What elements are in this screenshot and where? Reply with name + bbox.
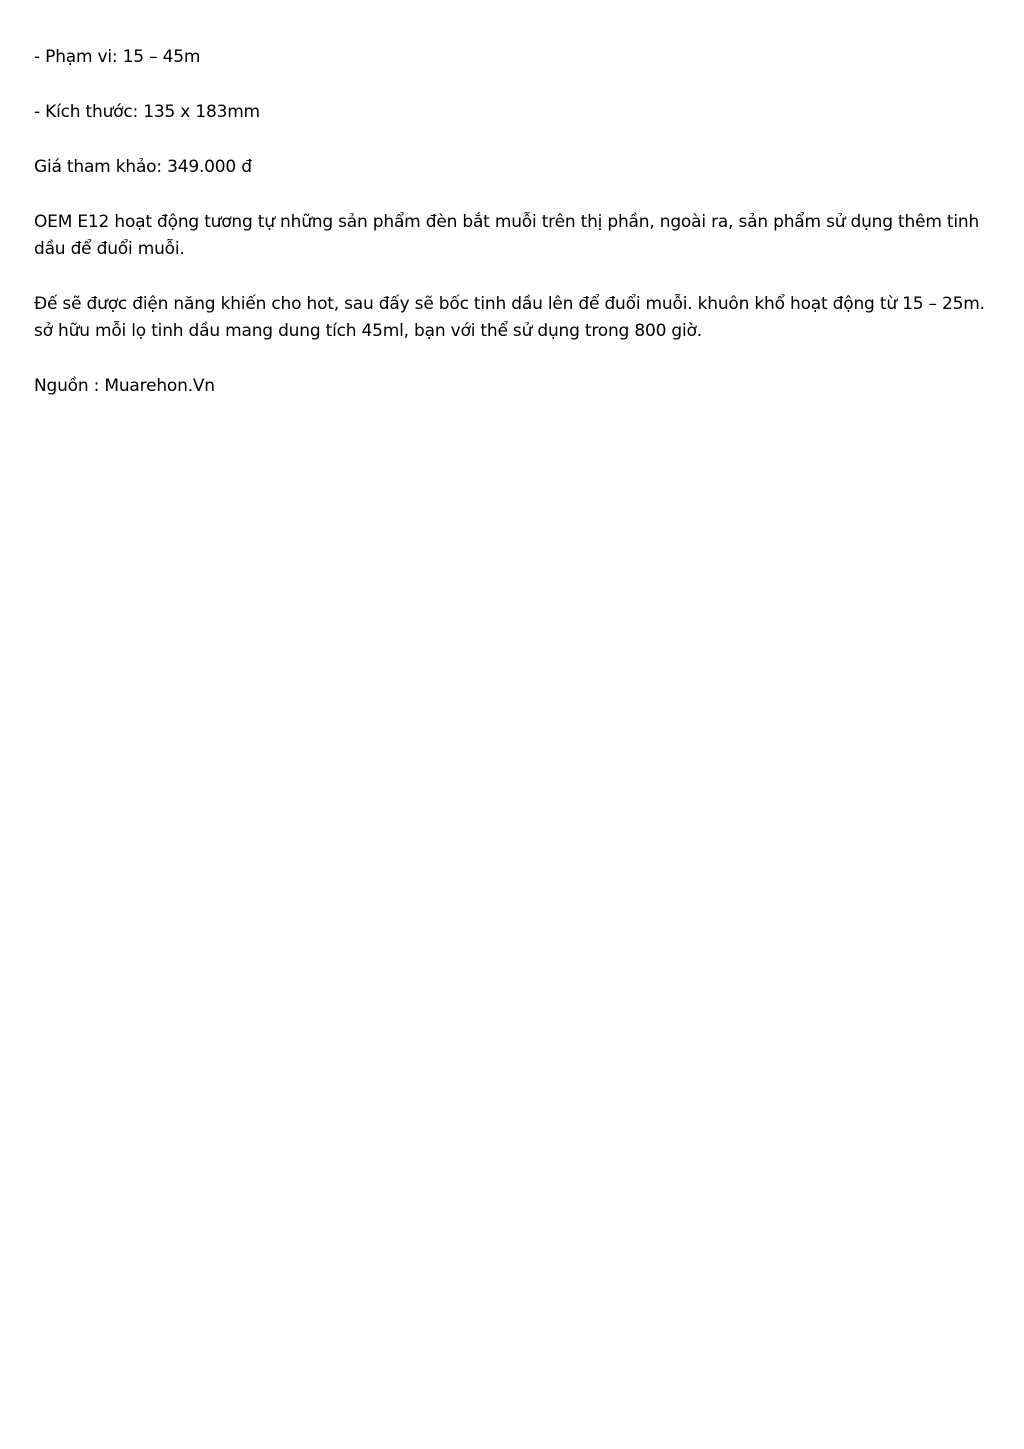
product-description: OEM E12 hoạt động tương tự những sản phẩm đèn bắt muỗi trên thị phần, ngoài ra, sản phẩm sử dụng thêm tinh dầu để đuổi muỗi. [34,212,980,259]
spec-size: - Kích thước: 135 x 183mm [34,102,260,122]
usage-description: Đế sẽ được điện năng khiến cho hot, sau đấy sẽ bốc tinh dầu lên để đuổi muỗi. khuôn khổ hoạt động từ 15 – 25m. sở hữu mỗi lọ tinh dầu mang dung tích 45ml, bạn với thể sử dụng trong 800 giờ. [34,294,985,341]
reference-price: Giá tham khảo: 349.000 đ [34,157,252,177]
source-credit: Nguồn : Muarehon.Vn [34,376,215,396]
document-body [34,44,994,428]
spec-range: - Phạm vi: 15 – 45m [34,47,201,67]
